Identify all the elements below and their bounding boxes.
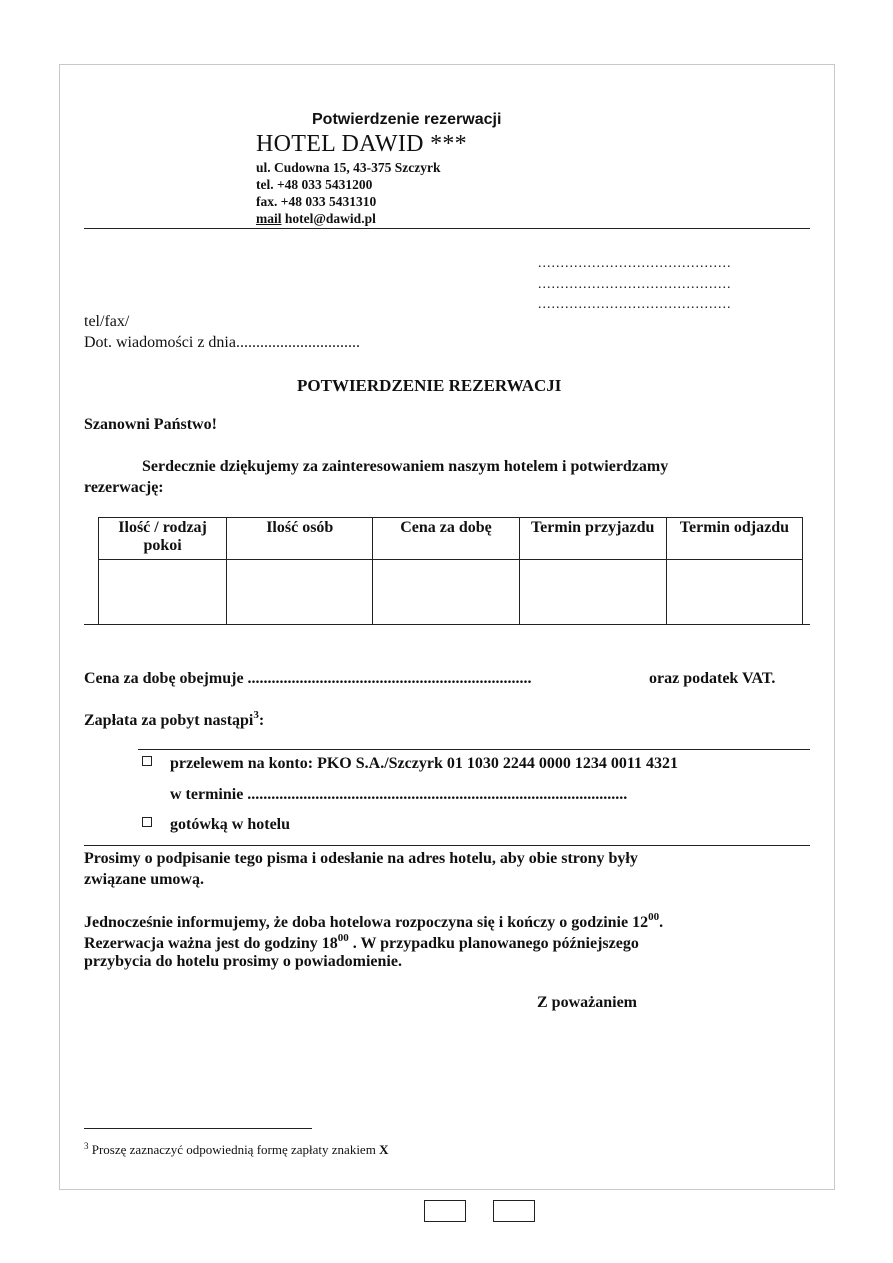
transfer-option[interactable] (142, 755, 678, 773)
salutation: Szanowni Państwo! (84, 416, 217, 433)
sign-request-line-1: Prosimy o podpisanie tego pisma i odesłanie na adres hotelu, aby obie strony były (84, 850, 638, 867)
hotel-day-end: . (659, 914, 664, 931)
page-box-left (424, 1200, 466, 1222)
cash-option[interactable] (142, 816, 290, 834)
payment-label (84, 709, 264, 730)
col-header-arrival: Termin przyjazdu (519, 518, 666, 560)
cell-arrival[interactable] (519, 560, 666, 625)
thanks-line-2: rezerwację: (84, 479, 164, 496)
hotel-day-text: Jednocześnie informujemy, że doba hotelowa rozpoczyna się i kończy o godzinie 12 (84, 914, 649, 931)
footnote-text: Proszę zaznaczyć odpowiednią formę zapłaty znakiem (88, 1142, 380, 1157)
transfer-label: przelewem na konto: PKO S.A./Szczyrk 01 1030 2244 0000 1234 0011 4321 (170, 755, 678, 772)
validity-text-a: Rezerwacja ważna jest do godziny 18 (84, 935, 338, 952)
table-row (99, 560, 803, 625)
col-header-departure: Termin odjazdu (666, 518, 802, 560)
price-includes-dots: ....................................................................... (247, 670, 532, 687)
payment-bottom-divider (84, 845, 810, 846)
footnote (84, 1141, 388, 1158)
payment-label-text: Zapłata za pobyt nastąpi (84, 712, 254, 729)
hotel-tel: tel. +48 033 5431200 (256, 177, 373, 192)
price-includes-label: Cena za dobę obejmuje (84, 670, 244, 687)
cash-checkbox[interactable] (142, 817, 152, 827)
cell-price[interactable] (373, 560, 519, 625)
thanks-line-1: Serdecznie dziękujemy za zainteresowaniem naszym hotelem i potwierdzamy (142, 458, 669, 475)
confirmation-heading: POTWIERDZENIE REZERWACJI (297, 376, 562, 395)
recipient-line-1: ........................................... (538, 256, 732, 271)
regards: Z poważaniem (537, 994, 637, 1011)
recipient-line-3: ........................................... (538, 297, 732, 312)
table-header-row (99, 518, 803, 560)
payment-divider (138, 749, 810, 750)
price-vat-label: oraz podatek VAT. (649, 670, 776, 687)
table-bottom-divider (84, 624, 810, 625)
document-title: Potwierdzenie rezerwacji (312, 111, 502, 128)
hotel-mail (256, 211, 376, 227)
footnote-divider (84, 1128, 312, 1129)
footnote-mark: X (379, 1142, 389, 1157)
hotel-fax: fax. +48 033 5431310 (256, 194, 377, 209)
late-arrival-note: przybycia do hotelu prosimy o powiadomienie. (84, 953, 402, 970)
footnote-number: 3 (84, 1141, 89, 1151)
recipient-line-2: ........................................... (538, 277, 732, 292)
col-header-rooms: Ilość / rodzaj pokoi (99, 518, 227, 560)
mail-label: mail (256, 211, 282, 226)
telfax-label: tel/fax/ (84, 313, 130, 330)
page-frame (59, 64, 835, 1190)
col-header-persons: Ilość osób (227, 518, 373, 560)
cell-rooms[interactable] (99, 560, 227, 625)
reservation-table (98, 517, 803, 625)
mail-value: hotel@dawid.pl (281, 211, 376, 226)
hotel-address: ul. Cudowna 15, 43-375 Szczyrk (256, 160, 441, 175)
validity-text-b: . W przypadku planowanego późniejszego (348, 935, 639, 952)
payment-footnote-ref: 3 (253, 709, 259, 721)
page-box-right (493, 1200, 535, 1222)
message-ref-line: Dot. wiadomości z dnia............................... (84, 334, 360, 351)
header-divider (84, 228, 810, 229)
transfer-checkbox[interactable] (142, 756, 152, 766)
cash-label: gotówką w hotelu (170, 816, 291, 833)
cell-departure[interactable] (666, 560, 802, 625)
reservation-validity (84, 932, 639, 953)
price-includes-line (84, 670, 532, 688)
hotel-name: HOTEL DAWID *** (256, 131, 467, 157)
validity-sup: 00 (337, 932, 349, 944)
col-header-price: Cena za dobę (373, 518, 519, 560)
transfer-deadline: w terminie ............................................................................................... (170, 786, 628, 803)
cell-persons[interactable] (227, 560, 373, 625)
payment-colon: : (258, 712, 265, 729)
sign-request-line-2: związane umową. (84, 871, 204, 888)
hotel-day-info (84, 911, 663, 932)
hotel-day-sup: 00 (648, 911, 660, 923)
